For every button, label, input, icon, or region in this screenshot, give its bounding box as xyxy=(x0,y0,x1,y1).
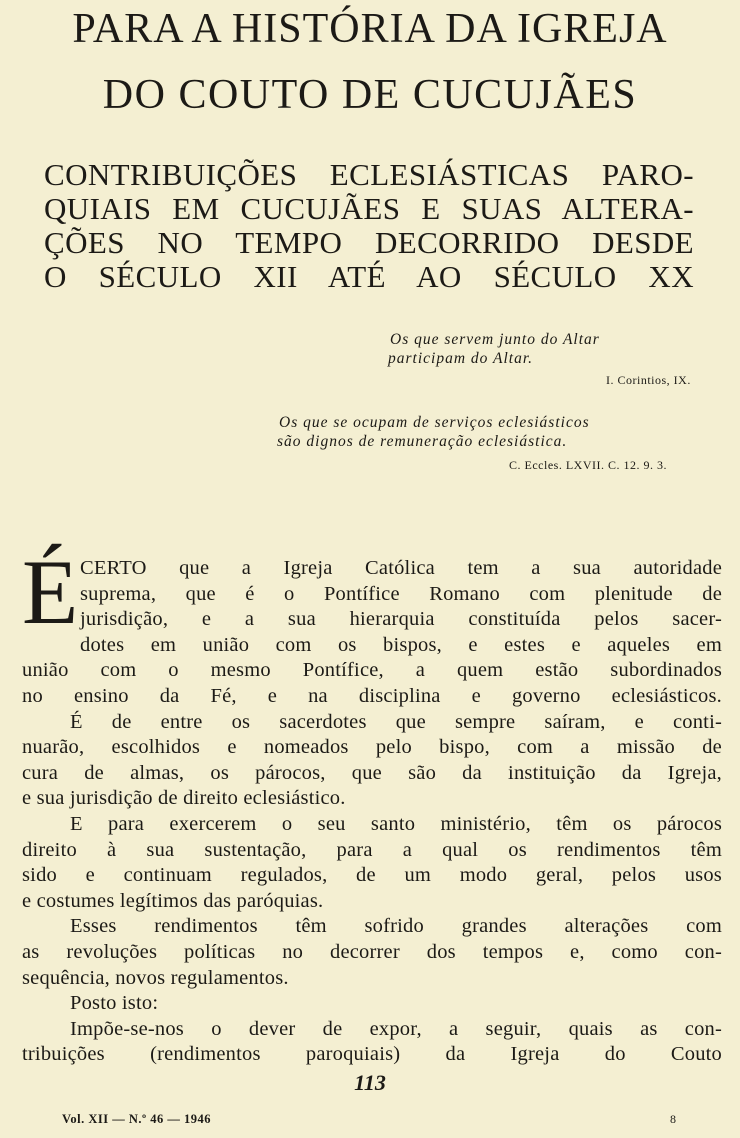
drop-cap: É xyxy=(22,541,79,643)
sheet-number: 8 xyxy=(670,1112,676,1126)
body-line: E para exercerem o seu santo ministério, têm os párocos xyxy=(70,812,722,835)
body-line: tribuições (rendimentos paroquiais) da Igreja do Couto xyxy=(22,1043,722,1066)
body-line: Posto isto: xyxy=(70,992,159,1015)
article-body xyxy=(22,541,722,1068)
epigraph-1-source: I. Corintios, IX. xyxy=(606,373,691,387)
subtitle xyxy=(44,158,694,294)
body-line: É de entre os sacerdotes que sempre saíram, e conti- xyxy=(70,710,722,733)
epigraph-2-line-2: são dignos de remuneração eclesiástica. xyxy=(277,433,568,450)
body-line: as revoluções políticas no decorrer dos tempos e, como con- xyxy=(22,940,722,963)
subtitle-line: O SÉCULO XII ATÉ AO SÉCULO XX xyxy=(44,259,694,294)
body-line: Impõe-se-nos o dever de expor, a seguir, quais as con- xyxy=(70,1017,722,1040)
subtitle-line: CONTRIBUIÇÕES ECLESIÁSTICAS PARO- xyxy=(44,157,694,192)
page-number: 113 xyxy=(354,1070,386,1095)
body-line: jurisdição, e a sua hierarquia constituída pelos sacer- xyxy=(80,608,722,631)
body-line: e sua jurisdição de direito eclesiástico. xyxy=(22,787,346,810)
body-line: cura de almas, os párocos, que são da instituição da Igreja, xyxy=(22,761,722,784)
title-line-1: PARA A HISTÓRIA DA IGREJA xyxy=(72,6,668,52)
body-line: sequência, novos regulamentos. xyxy=(22,966,289,989)
body-line: sido e continuam regulados, de um modo geral, pelos usos xyxy=(22,864,722,887)
epigraph-1-line-1: Os que servem junto do Altar xyxy=(390,331,600,348)
epigraph-2-source: C. Eccles. LXVII. C. 12. 9. 3. xyxy=(509,458,667,472)
epigraph-2-line-1: Os que se ocupam de serviços eclesiásticos xyxy=(279,414,590,431)
body-line: suprema, que é o Pontífice Romano com plenitude de xyxy=(80,582,722,605)
volume-footer: Vol. XII — N.º 46 — 1946 xyxy=(62,1112,212,1126)
body-line: Esses rendimentos têm sofrido grandes alterações com xyxy=(70,915,722,938)
body-line: dotes em união com os bispos, e estes e aqueles em xyxy=(80,633,722,656)
body-line: CERTO que a Igreja Católica tem a sua autoridade xyxy=(80,557,722,579)
subtitle-line: ÇÕES NO TEMPO DECORRIDO DESDE xyxy=(44,225,694,260)
body-line: e costumes legítimos das paróquias. xyxy=(22,889,324,912)
body-line: união com o mesmo Pontífice, a quem estão subordinados xyxy=(22,659,722,682)
title-line-2: DO COUTO DE CUCUJÃES xyxy=(102,72,638,118)
epigraph-1-line-2: participam do Altar. xyxy=(388,350,534,367)
body-line: no ensino da Fé, e na disciplina e governo eclesiásticos. xyxy=(22,684,722,707)
subtitle-line: QUIAIS EM CUCUJÃES E SUAS ALTERA- xyxy=(44,191,694,226)
body-line: direito à sua sustentação, para a qual os rendimentos têm xyxy=(22,838,722,861)
body-line: nuarão, escolhidos e nomeados pelo bispo, com a missão de xyxy=(22,736,722,759)
